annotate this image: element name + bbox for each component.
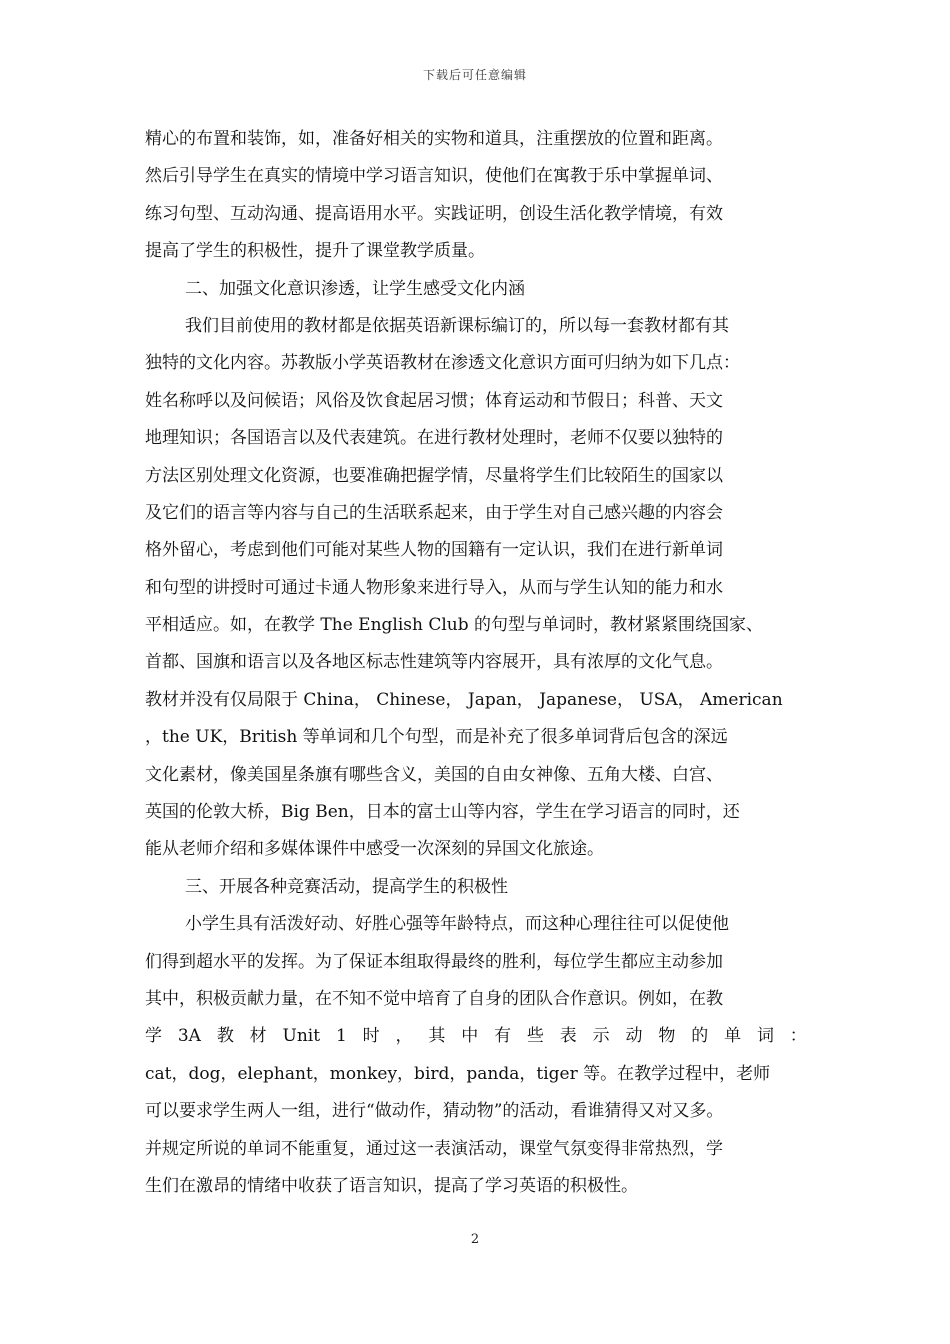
- body-line: 精心的布置和装饰，如，准备好相关的实物和道具，注重摆放的位置和距离。: [145, 129, 723, 149]
- body-line: 和句型的讲授时可通过卡通人物形象来进行导入，从而与学生认知的能力和水: [145, 577, 723, 598]
- word-token: 学: [145, 1026, 162, 1047]
- body-line: 并规定所说的单词不能重复，通过这一表演活动，课堂气氛变得非常热烈，学: [145, 1138, 723, 1159]
- body-line: 姓名称呼以及问候语；风俗及饮食起居习惯；体育运动和节假日；科普、天文: [145, 390, 723, 411]
- body-line: 格外留心，考虑到他们可能对某些人物的国籍有一定认识，我们在进行新单词: [145, 540, 723, 561]
- word-token: 动: [625, 1026, 643, 1047]
- word-token: 中: [461, 1026, 479, 1047]
- body-line: 提高了学生的积极性，提升了课堂教学质量。: [145, 241, 485, 262]
- word-token: 词: [756, 1026, 774, 1047]
- word-token: 其: [428, 1026, 446, 1047]
- body-line: 可以要求学生两人一组，进行“做动作，猜动物”的活动，看谁猜得又对又多。: [145, 1101, 724, 1122]
- body-line: 其中，积极贡献力量，在不知不觉中培育了自身的团队合作意识。例如，在教: [145, 988, 723, 1009]
- body-line: 教材并没有仅局限于 China， Chinese， Japan， Japanese， USA， American: [145, 689, 783, 710]
- word-token: 单: [724, 1026, 742, 1047]
- body-line: 们得到超水平的发挥。为了保证本组取得最终的胜利，每位学生都应主动参加: [145, 951, 723, 972]
- body-line: 方法区别处理文化资源，也要准确把握学情，尽量将学生们比较陌生的国家以: [145, 465, 723, 486]
- body-line: 然后引导学生在真实的情境中学习语言知识，使他们在寓教于乐中掌握单词、: [145, 166, 723, 187]
- word-token: 时: [362, 1026, 380, 1047]
- justified-body-line: [145, 1018, 807, 1055]
- body-line: 独特的文化内容。苏教版小学英语教材在渗透文化意识方面可归纳为如下几点：: [145, 353, 740, 374]
- body-line: 我们目前使用的教材都是依据英语新课标编订的，所以每一套教材都有其: [185, 315, 729, 336]
- section-heading: 二、加强文化意识渗透，让学生感受文化内涵: [185, 278, 525, 299]
- section-heading: 三、开展各种竞赛活动，提高学生的积极性: [185, 876, 508, 897]
- word-token: ：: [789, 1026, 807, 1047]
- body-line: ，the UK，British 等单词和几个句型，而是补充了很多单词背后包含的深远: [145, 727, 728, 748]
- body-line: 地理知识；各国语言以及代表建筑。在进行教材处理时，老师不仅要以独特的: [145, 428, 723, 449]
- body-line: 练习句型、互动沟通、提高语用水平。实践证明，创设生活化教学情境，有效: [145, 203, 723, 224]
- word-token: 物: [658, 1026, 676, 1047]
- body-line: 能从老师介绍和多媒体课件中感受一次深刻的异国文化旅途。: [145, 839, 604, 860]
- word-token: Unit: [282, 1026, 321, 1047]
- word-token: 些: [526, 1026, 544, 1047]
- body-line: 及它们的语言等内容与自己的生活联系起来，由于学生对自己感兴趣的内容会: [145, 502, 723, 523]
- body-line: 文化素材，像美国星条旗有哪些含义，美国的自由女神像、五角大楼、白宫、: [145, 764, 723, 785]
- word-token: 3A: [177, 1026, 201, 1047]
- body-line: cat，dog，elephant，monkey，bird，panda，tiger 等。在教学过程中，老师: [145, 1063, 771, 1084]
- word-token: ，: [395, 1026, 413, 1047]
- word-token: 1: [335, 1026, 347, 1047]
- body-line: 小学生具有活泼好动、好胜心强等年龄特点，而这种心理往往可以促使他: [185, 914, 729, 935]
- body-line: 生们在激昂的情绪中收获了语言知识，提高了学习英语的积极性。: [145, 1175, 638, 1196]
- page-number: 2: [470, 1232, 480, 1247]
- word-token: 材: [249, 1026, 267, 1047]
- page-header: 下载后可任意编辑: [422, 68, 527, 82]
- body-line: 平相适应。如，在教学 The English Club 的句型与单词时，教材紧紧围绕国家、: [145, 615, 764, 636]
- document-body: [145, 121, 807, 1205]
- body-line: 首都、国旗和语言以及各地区标志性建筑等内容展开，具有浓厚的文化气息。: [145, 652, 723, 673]
- word-token: 有: [494, 1026, 512, 1047]
- word-token: 表: [559, 1026, 577, 1047]
- body-line: 英国的伦敦大桥，Big Ben，日本的富士山等内容，学生在学习语言的同时，还: [145, 802, 740, 823]
- word-token: 示: [592, 1026, 610, 1047]
- word-token: 的: [691, 1026, 709, 1047]
- word-token: 教: [216, 1026, 234, 1047]
